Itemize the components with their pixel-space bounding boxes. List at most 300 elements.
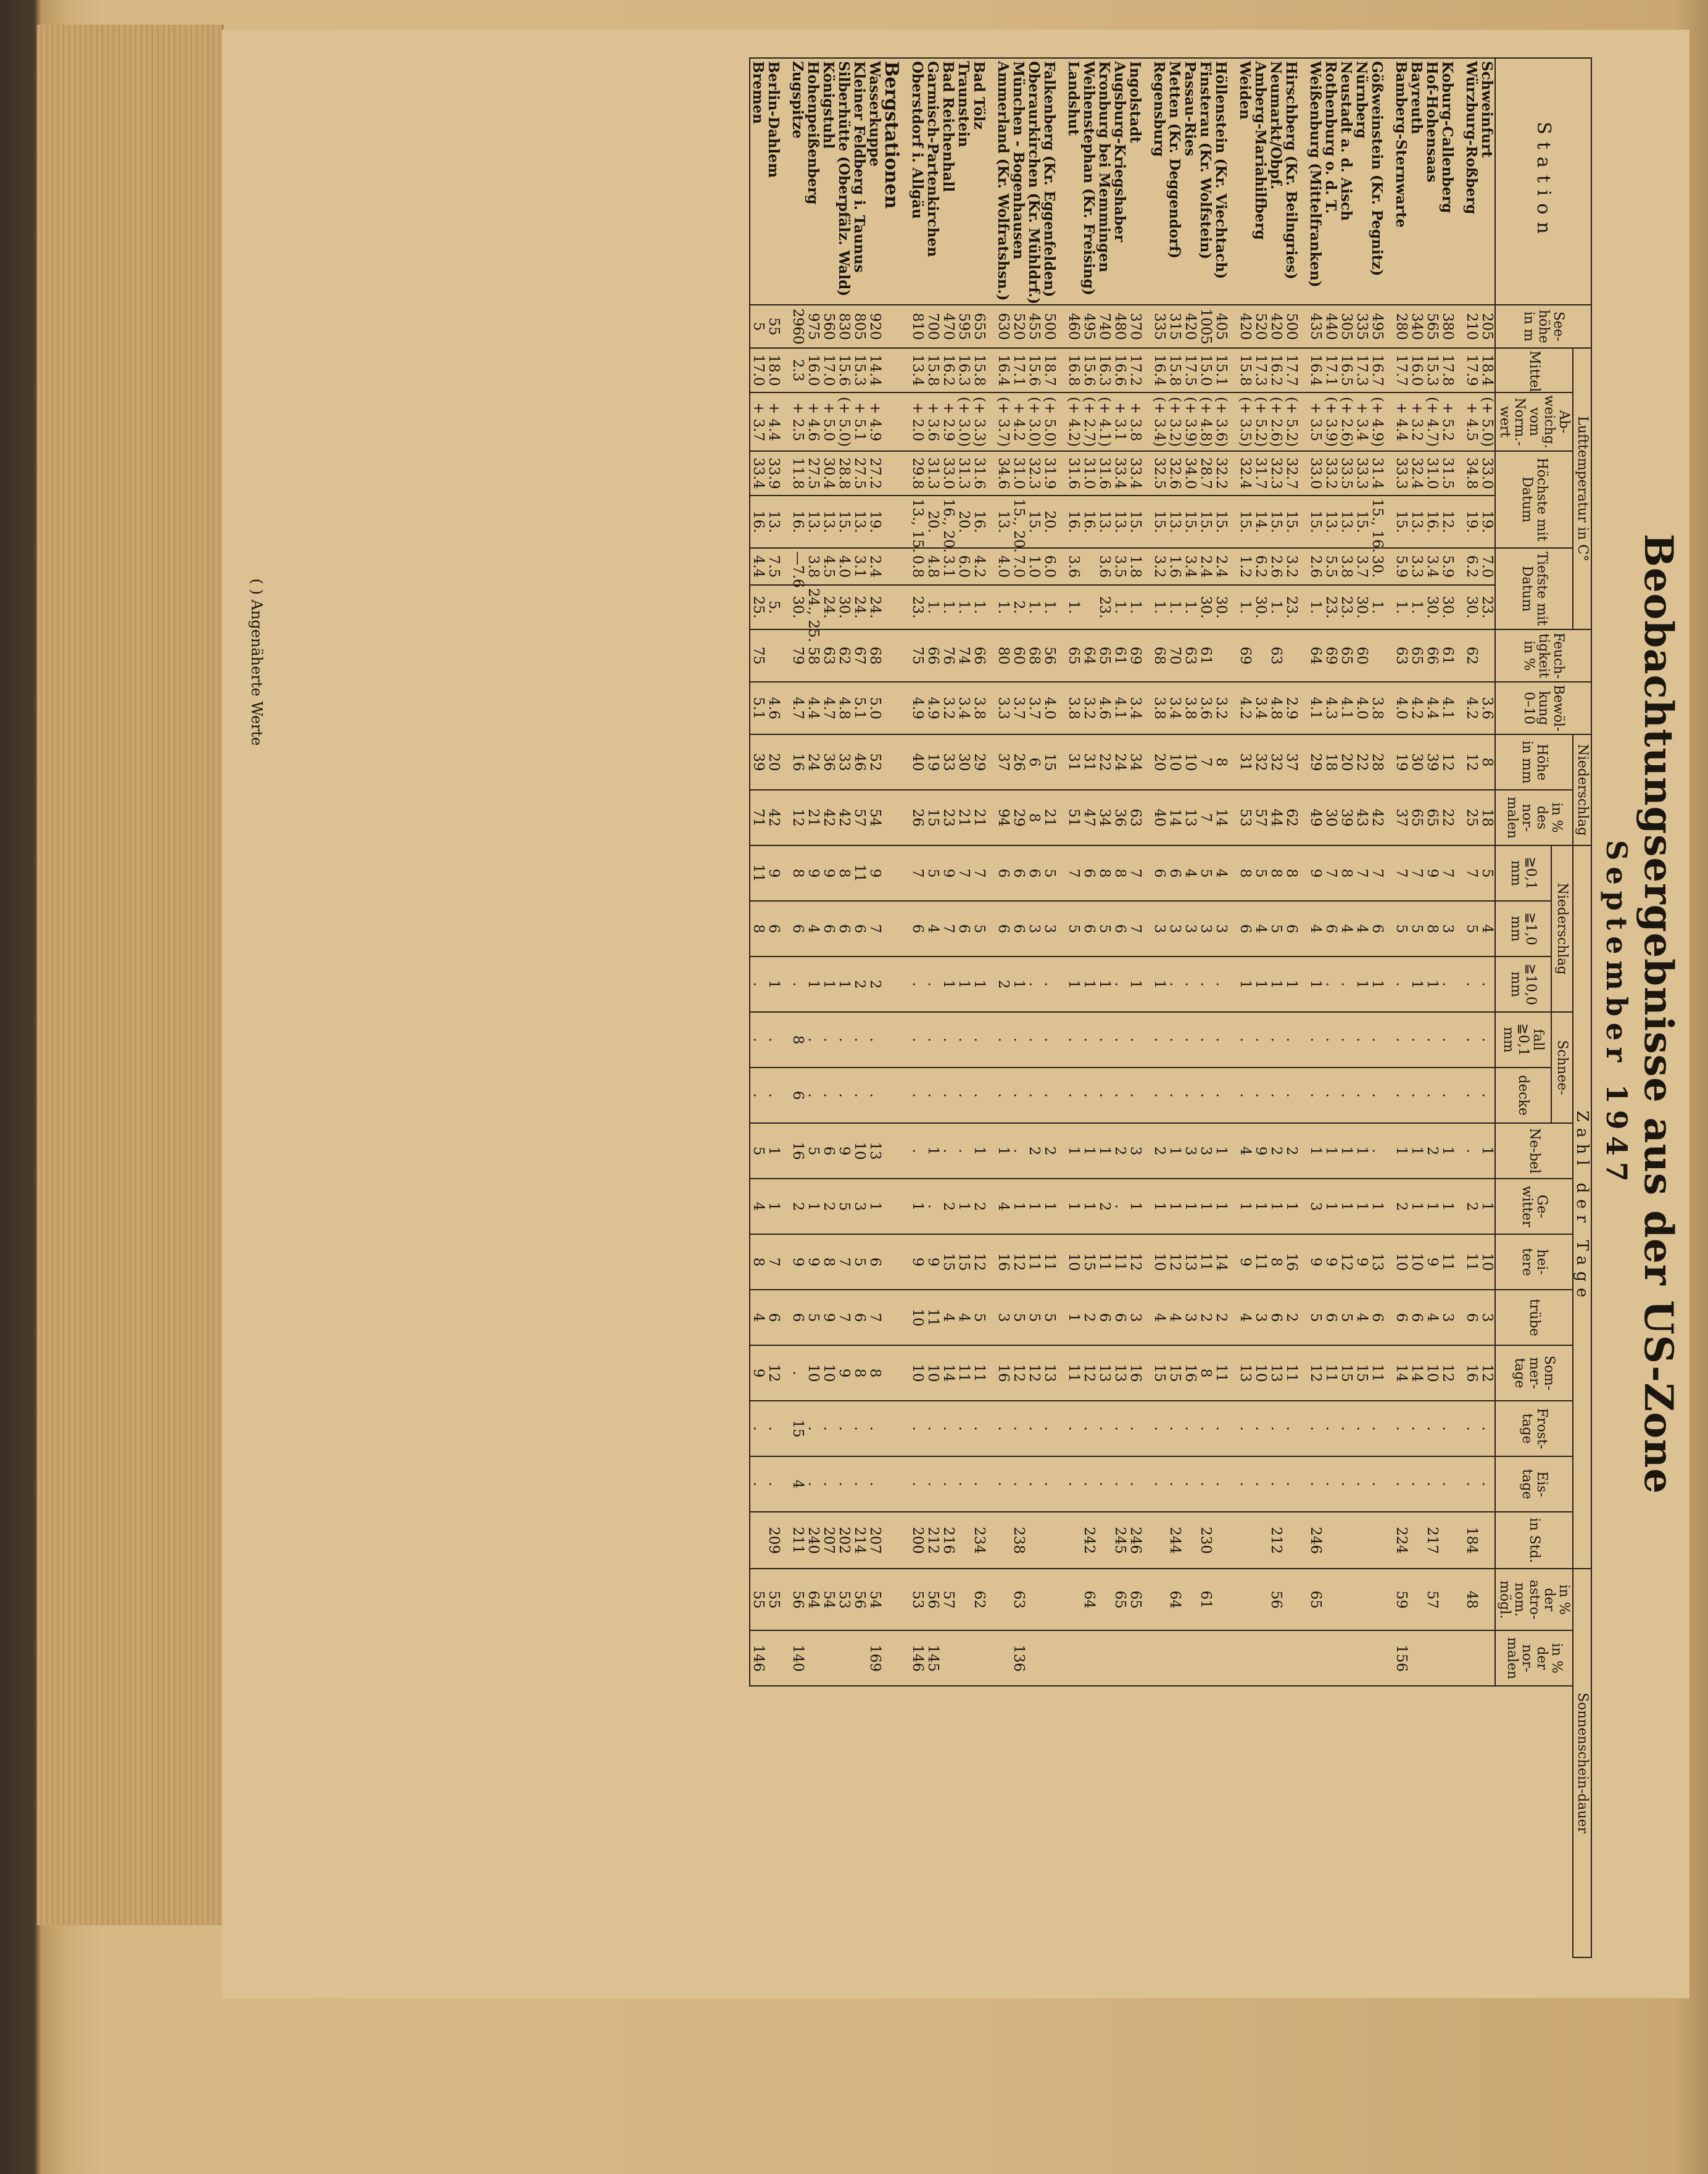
cell-days-ice: . — [1253, 1456, 1268, 1512]
cell-days-clear: 9 — [1354, 1234, 1369, 1290]
cell-days-snowfall: . — [1464, 1012, 1479, 1068]
cell-days-clear: 9 — [1237, 1234, 1253, 1290]
station-name: Rothenburg o. d. T. — [1323, 58, 1338, 305]
cell-min-date: 23. — [1283, 585, 1299, 629]
cell-days-snow-cover: . — [1354, 1068, 1369, 1123]
cell-humidity: 61 — [1112, 629, 1127, 682]
cell-days-snow-cover: . — [925, 1068, 940, 1123]
cell-mean: 17.2 — [1127, 348, 1143, 392]
cell-min-date: 1. — [925, 585, 940, 629]
spacer-cell — [1057, 1456, 1066, 1512]
spacer-cell — [1385, 734, 1393, 790]
cell-max-date: 15. — [1182, 496, 1198, 548]
cell-days-precip-01: 9 — [1424, 845, 1440, 901]
cell-sun-hours: 209 — [766, 1512, 781, 1569]
cell-days-ice: . — [925, 1456, 940, 1512]
cell-precip-height: 8 — [1213, 734, 1229, 790]
cell-sun-hours: 246 — [1308, 1512, 1323, 1569]
cell-min-date: 1. — [995, 585, 1011, 629]
spacer-cell — [781, 58, 790, 305]
cell-cloud-cover: 4.0 — [1042, 682, 1057, 734]
cell-days-fog: 2 — [1112, 1123, 1127, 1179]
table-body — [750, 58, 1495, 1957]
cell-mean: 15.6 — [1081, 348, 1097, 392]
cell-days-thunder: . — [1112, 1179, 1127, 1234]
cell-precip-height: 30 — [1409, 734, 1424, 790]
cell-days-overcast: 2 — [1081, 1290, 1097, 1345]
cell-days-snowfall: . — [1127, 1012, 1143, 1068]
spacer-cell — [1455, 901, 1464, 956]
spacer-cell — [882, 585, 901, 629]
spacer-cell — [1143, 451, 1151, 496]
cell-max: 33.4 — [750, 451, 766, 496]
cell-mean: 18.4 — [1479, 348, 1495, 392]
cell-cloud-cover: 4.6 — [1097, 682, 1112, 734]
cell-days-snowfall: . — [1011, 1012, 1026, 1068]
cell-days-overcast: 5 — [1026, 1290, 1042, 1345]
cell-min: 3.2 — [1283, 548, 1299, 585]
cell-sun-normal — [1182, 1630, 1198, 1686]
table-row — [1283, 58, 1299, 1957]
spacer-cell — [781, 1290, 790, 1345]
cell-deviation: (+ 4.7) — [1424, 392, 1440, 451]
cell-sun-hours — [750, 1512, 766, 1569]
spacer-cell — [1143, 1456, 1151, 1512]
cell-days-ice: . — [1213, 1456, 1229, 1512]
cell-days-frost: . — [1026, 1401, 1042, 1456]
spacer-cell — [882, 901, 901, 956]
cell-days-precip-100: . — [1026, 956, 1042, 1012]
header-sun-hours: in Std. — [1495, 1512, 1573, 1569]
cell-days-snowfall: . — [1338, 1012, 1354, 1068]
cell-days-precip-10: 4 — [1338, 901, 1354, 956]
spacer-cell — [1299, 451, 1308, 496]
cell-sun-normal — [766, 1630, 781, 1686]
cell-days-overcast: 7 — [836, 1290, 852, 1345]
spacer-cell — [1385, 1012, 1393, 1068]
spacer-cell — [882, 956, 901, 1012]
cell-precip-height: 18 — [1323, 734, 1338, 790]
cell-humidity — [1479, 629, 1495, 682]
spacer-cell — [1299, 1456, 1308, 1512]
spacer-cell — [1057, 451, 1066, 496]
cell-days-precip-100: 1 — [971, 956, 987, 1012]
cell-precip-height: 10 — [1167, 734, 1182, 790]
cell-elevation: 810 — [910, 305, 925, 348]
cell-min: 5.9 — [1393, 548, 1409, 585]
cell-days-ice: . — [1042, 1456, 1057, 1512]
cell-days-frost: . — [836, 1401, 852, 1456]
cell-sun-normal — [1338, 1630, 1354, 1686]
spacer-cell — [1455, 1012, 1464, 1068]
cell-elevation: 280 — [1393, 305, 1409, 348]
spacer-cell — [987, 901, 995, 956]
cell-days-ice: . — [1283, 1456, 1299, 1512]
cell-deviation: (+ 3.4) — [1151, 392, 1167, 451]
cell-days-fog: 2 — [1042, 1123, 1057, 1179]
cell-days-precip-10: 3 — [1026, 901, 1042, 956]
cell-sun-astro: 63 — [1011, 1569, 1026, 1630]
cell-days-frost: . — [1237, 1401, 1253, 1456]
cell-days-precip-01: 7 — [1464, 845, 1479, 901]
cell-days-fog: . — [910, 1123, 925, 1179]
cell-min-date: 30. — [1213, 585, 1229, 629]
cell-sun-astro — [1213, 1569, 1229, 1630]
cell-max: 32.2 — [1213, 451, 1229, 496]
page-subtitle: September 1947 — [1600, 840, 1633, 1188]
cell-humidity: 61 — [1198, 629, 1213, 682]
spacer-cell — [882, 1401, 901, 1456]
cell-days-overcast: 2 — [1213, 1290, 1229, 1345]
cell-sun-normal: 145 — [925, 1630, 940, 1686]
cell-days-frost: . — [1112, 1401, 1127, 1456]
cell-days-snow-cover: . — [1409, 1068, 1424, 1123]
cell-sun-astro: 64 — [805, 1569, 821, 1630]
cell-days-fog: 6 — [821, 1123, 836, 1179]
cell-days-snow-cover: 6 — [790, 1068, 805, 1123]
cell-days-ice: . — [995, 1456, 1011, 1512]
cell-precip-height: 20 — [1151, 734, 1167, 790]
cell-sun-hours — [1042, 1512, 1057, 1569]
cell-days-snow-cover: . — [1283, 1068, 1299, 1123]
spacer-cell — [1299, 845, 1308, 901]
cell-max: 33.3 — [1354, 451, 1369, 496]
cell-days-thunder: 3 — [1308, 1179, 1323, 1234]
spacer-cell — [1229, 451, 1237, 496]
row-spacer — [1385, 58, 1393, 1957]
spacer-cell — [987, 1012, 995, 1068]
cell-deviation: (+ 5.0) — [1042, 392, 1057, 451]
cell-precip-height: 31 — [1081, 734, 1097, 790]
cell-days-fog: 10 — [852, 1123, 867, 1179]
spacer-cell — [781, 1123, 790, 1179]
cell-days-fog: . — [1369, 1123, 1385, 1179]
station-name: Metten (Kr. Deggendorf) — [1167, 58, 1182, 305]
cell-mean: 15.3 — [1424, 348, 1440, 392]
spacer-cell — [1385, 1456, 1393, 1512]
cell-days-snowfall: . — [956, 1012, 971, 1068]
cell-elevation: 440 — [1323, 305, 1338, 348]
spacer-cell — [781, 1179, 790, 1234]
cell-days-clear: 10 — [1409, 1234, 1424, 1290]
cell-cloud-cover: 4.2 — [1237, 682, 1253, 734]
spacer-cell — [1229, 1012, 1237, 1068]
spacer-cell — [1229, 682, 1237, 734]
cell-max-date: 15. — [1127, 496, 1143, 548]
cell-precip-percent: 8 — [1026, 790, 1042, 845]
cell-days-precip-100: . — [1042, 956, 1057, 1012]
cell-days-overcast: 4 — [750, 1290, 766, 1345]
cell-humidity: 64 — [1081, 629, 1097, 682]
cell-elevation: 630 — [995, 305, 1011, 348]
cell-days-thunder: 2 — [790, 1179, 805, 1234]
cell-mean: 17.7 — [1283, 348, 1299, 392]
spacer-cell — [882, 1345, 901, 1401]
table-row — [1112, 58, 1127, 1957]
station-name: Weißenburg (Mittelfranken) — [1308, 58, 1323, 305]
cell-precip-percent: 54 — [867, 790, 882, 845]
cell-days-thunder: 1 — [1354, 1179, 1369, 1234]
spacer-cell — [781, 790, 790, 845]
cell-days-precip-10: 6 — [790, 901, 805, 956]
cell-days-frost: . — [910, 1401, 925, 1456]
spacer-cell — [1299, 1234, 1308, 1290]
cell-days-snow-cover: . — [910, 1068, 925, 1123]
cell-sun-hours: 200 — [910, 1512, 925, 1569]
cell-days-precip-100: . — [1213, 956, 1229, 1012]
cell-days-fog: 1 — [1440, 1123, 1455, 1179]
cell-days-clear: 16 — [995, 1234, 1011, 1290]
cell-sun-astro: 64 — [1081, 1569, 1097, 1630]
spacer-cell — [901, 1512, 910, 1569]
cell-days-snowfall: . — [1182, 1012, 1198, 1068]
cell-max-date: 15. — [1354, 496, 1369, 548]
cell-sun-hours — [1283, 1512, 1299, 1569]
cell-max-date: 15. — [1213, 496, 1229, 548]
cell-days-snow-cover: . — [1066, 1068, 1081, 1123]
cell-days-precip-10: 3 — [1440, 901, 1455, 956]
header-deviation: Ab-weichg. vom Norm.-wert — [1495, 392, 1573, 451]
cell-humidity: 65 — [1338, 629, 1354, 682]
cell-sun-normal: 146 — [750, 1630, 766, 1686]
table-row — [852, 58, 867, 1957]
cell-sun-normal — [1097, 1630, 1112, 1686]
station-name: Landshut — [1066, 58, 1081, 305]
cell-days-fog: 1 — [1167, 1123, 1182, 1179]
cell-days-precip-01: 7 — [1440, 845, 1455, 901]
spacer-cell — [901, 956, 910, 1012]
cell-days-overcast: 6 — [790, 1290, 805, 1345]
spacer-cell — [1229, 1456, 1237, 1512]
spacer-cell — [1057, 1179, 1066, 1234]
cell-deviation: + 5.1 — [852, 392, 867, 451]
cell-days-snowfall: . — [1042, 1012, 1057, 1068]
cell-days-clear: 12 — [1011, 1234, 1026, 1290]
cell-days-snow-cover: . — [1393, 1068, 1409, 1123]
cell-mean: 17.3 — [1253, 348, 1268, 392]
cell-days-precip-01: 8 — [1268, 845, 1283, 901]
cell-days-snowfall: . — [1369, 1012, 1385, 1068]
spacer-cell — [1455, 845, 1464, 901]
cell-min: 4.0 — [995, 548, 1011, 585]
cell-mean: 17.1 — [1011, 348, 1026, 392]
cell-deviation: (+ 3.9) — [1182, 392, 1198, 451]
cell-cloud-cover: 3.4 — [1253, 682, 1268, 734]
station-name: Schweinfurt — [1479, 58, 1495, 305]
cell-elevation: 500 — [1042, 305, 1057, 348]
cell-precip-height: 39 — [1424, 734, 1440, 790]
book-page-edges — [37, 25, 223, 1925]
cell-max-date: 12. — [1440, 496, 1455, 548]
cell-sun-astro — [1151, 1569, 1167, 1630]
spacer-cell — [1143, 348, 1151, 392]
cell-min-date: 30. — [1253, 585, 1268, 629]
cell-sun-hours — [1182, 1512, 1198, 1569]
cell-sun-normal: 156 — [1393, 1630, 1409, 1686]
station-name: Regensburg — [1151, 58, 1167, 305]
cell-days-overcast: 6 — [1323, 1290, 1338, 1345]
cell-min: 6.0 — [956, 548, 971, 585]
cell-elevation: 470 — [940, 305, 956, 348]
cell-days-fog: 9 — [1253, 1123, 1268, 1179]
cell-sun-astro: 54 — [821, 1569, 836, 1630]
cell-days-frost: . — [766, 1401, 781, 1456]
cell-days-summer: 10 — [925, 1345, 940, 1401]
cell-days-overcast: 3 — [1182, 1290, 1198, 1345]
cell-days-precip-01: 8 — [1112, 845, 1127, 901]
spacer-cell — [1299, 956, 1308, 1012]
cell-precip-height: 24 — [1112, 734, 1127, 790]
cell-min: 3.8 — [1338, 548, 1354, 585]
cell-days-precip-10: 4 — [805, 901, 821, 956]
cell-precip-height: 29 — [1308, 734, 1323, 790]
cell-sun-astro: 56 — [925, 1569, 940, 1630]
cell-days-thunder: 1 — [1182, 1179, 1198, 1234]
cell-days-precip-10: 5 — [1268, 901, 1283, 956]
spacer-cell — [1455, 1068, 1464, 1123]
cell-days-overcast: 3 — [1440, 1290, 1455, 1345]
cell-humidity: 69 — [1237, 629, 1253, 682]
cell-days-thunder: 1 — [1268, 1179, 1283, 1234]
cell-days-clear: 11 — [1042, 1234, 1057, 1290]
cell-days-clear: 12 — [1167, 1234, 1182, 1290]
cell-mean: 15.0 — [1198, 348, 1213, 392]
cell-mean: 17.0 — [750, 348, 766, 392]
cell-days-overcast: 3 — [1253, 1290, 1268, 1345]
spacer-cell — [1455, 392, 1464, 451]
cell-humidity — [1283, 629, 1299, 682]
cell-days-precip-100: 1 — [1354, 956, 1369, 1012]
cell-min: 3.5 — [1112, 548, 1127, 585]
cell-min-date: 1. — [1112, 585, 1127, 629]
spacer-cell — [1385, 1068, 1393, 1123]
cell-sun-astro — [1237, 1569, 1253, 1630]
cell-days-frost: . — [1464, 1401, 1479, 1456]
cell-days-fog: 5 — [750, 1123, 766, 1179]
cell-sun-normal — [1354, 1630, 1369, 1686]
cell-sun-hours: 242 — [1081, 1512, 1097, 1569]
cell-sun-normal — [1112, 1630, 1127, 1686]
cell-days-summer: 11 — [1213, 1345, 1229, 1401]
cell-deviation: + 4.6 — [805, 392, 821, 451]
spacer-cell — [1455, 682, 1464, 734]
spacer-cell — [781, 392, 790, 451]
spacer-cell — [1143, 1068, 1151, 1123]
cell-humidity: 80 — [995, 629, 1011, 682]
cell-max-date: 19. — [867, 496, 882, 548]
spacer-cell — [1057, 845, 1066, 901]
cell-cloud-cover: 3.8 — [1151, 682, 1167, 734]
cell-max-date: 15. — [1151, 496, 1167, 548]
cell-days-summer: 14 — [940, 1345, 956, 1401]
cell-days-ice: . — [836, 1456, 852, 1512]
cell-days-clear: 14 — [1213, 1234, 1229, 1290]
cell-min-date: 30. — [790, 585, 805, 629]
spacer-cell — [1057, 734, 1066, 790]
cell-cloud-cover: 3.4 — [1127, 682, 1143, 734]
spacer-cell — [781, 1345, 790, 1401]
cell-days-precip-100: 1 — [1081, 956, 1097, 1012]
station-name: Gößweinstein (Kr. Pegnitz) — [1369, 58, 1385, 305]
cell-days-precip-10: 5 — [1066, 901, 1081, 956]
cell-days-precip-10: 5 — [1097, 901, 1112, 956]
page-title: Beobachtungsergebnisse aus der US-Zone — [1635, 533, 1681, 1495]
cell-days-precip-01: 7 — [910, 845, 925, 901]
station-name: Wasserkuppe — [867, 58, 882, 305]
spacer-cell — [901, 629, 910, 682]
cell-days-frost: . — [1268, 1401, 1283, 1456]
cell-sun-hours — [1369, 1512, 1385, 1569]
cell-min-date: 1. — [1066, 585, 1081, 629]
cell-humidity: 62 — [1464, 629, 1479, 682]
cell-days-overcast: 6 — [1112, 1290, 1127, 1345]
cell-precip-percent: 65 — [1409, 790, 1424, 845]
cell-sun-normal: 140 — [790, 1630, 805, 1686]
cell-sun-normal — [940, 1630, 956, 1686]
cell-days-snowfall: . — [971, 1012, 987, 1068]
cell-elevation: 55 — [766, 305, 781, 348]
header-days-precipitation: Niederschlag — [1551, 845, 1573, 1012]
cell-days-thunder: 1 — [1369, 1179, 1385, 1234]
cell-days-snow-cover: . — [1464, 1068, 1479, 1123]
spacer-cell — [1385, 629, 1393, 682]
cell-days-summer: 12 — [1026, 1345, 1042, 1401]
cell-max: 34.8 — [1464, 451, 1479, 496]
spacer-cell — [1385, 790, 1393, 845]
cell-days-fog: 1 — [995, 1123, 1011, 1179]
cell-days-summer: 10 — [910, 1345, 925, 1401]
header-precip-10: ≧1,0 mm — [1495, 901, 1551, 956]
spacer-cell — [1385, 901, 1393, 956]
cell-days-precip-10: 6 — [1283, 901, 1299, 956]
cell-days-fog: 1 — [1308, 1123, 1323, 1179]
cell-humidity — [1213, 629, 1229, 682]
cell-precip-percent: 34 — [1097, 790, 1112, 845]
cell-days-precip-100: . — [790, 956, 805, 1012]
weather-table — [749, 57, 1592, 1958]
cell-sun-astro — [1440, 1569, 1455, 1630]
cell-humidity: 61 — [1440, 629, 1455, 682]
cell-precip-height: 19 — [925, 734, 940, 790]
cell-mean: 16.5 — [1338, 348, 1354, 392]
cell-days-overcast: 5 — [1011, 1290, 1026, 1345]
cell-mean: 15.8 — [1167, 348, 1182, 392]
cell-sun-hours — [1354, 1512, 1369, 1569]
spacer-cell — [1143, 1401, 1151, 1456]
cell-days-snowfall: . — [836, 1012, 852, 1068]
cell-mean: 15.6 — [836, 348, 852, 392]
spacer-cell — [987, 1512, 995, 1569]
cell-days-overcast: 6 — [1464, 1290, 1479, 1345]
cell-days-precip-100: 1 — [836, 956, 852, 1012]
cell-days-precip-10: 7 — [1127, 901, 1143, 956]
cell-max-date: 13. — [1112, 496, 1127, 548]
cell-cloud-cover: 4.3 — [1323, 682, 1338, 734]
cell-days-summer: 13 — [1268, 1345, 1283, 1401]
cell-precip-percent: 23 — [940, 790, 956, 845]
cell-humidity: 66 — [1424, 629, 1440, 682]
cell-max-date: 15., 16. — [1369, 496, 1385, 548]
cell-min-date: 2. — [1011, 585, 1026, 629]
station-name: Augsburg-Kriegshaber — [1112, 58, 1127, 305]
cell-cloud-cover: 4.2 — [1464, 682, 1479, 734]
spacer-cell — [901, 1123, 910, 1179]
spacer-cell — [1229, 956, 1237, 1012]
cell-days-thunder: 1 — [1253, 1179, 1268, 1234]
cell-days-frost: . — [1338, 1401, 1354, 1456]
cell-max-date: 16. — [1081, 496, 1097, 548]
cell-days-frost: . — [1081, 1401, 1097, 1456]
